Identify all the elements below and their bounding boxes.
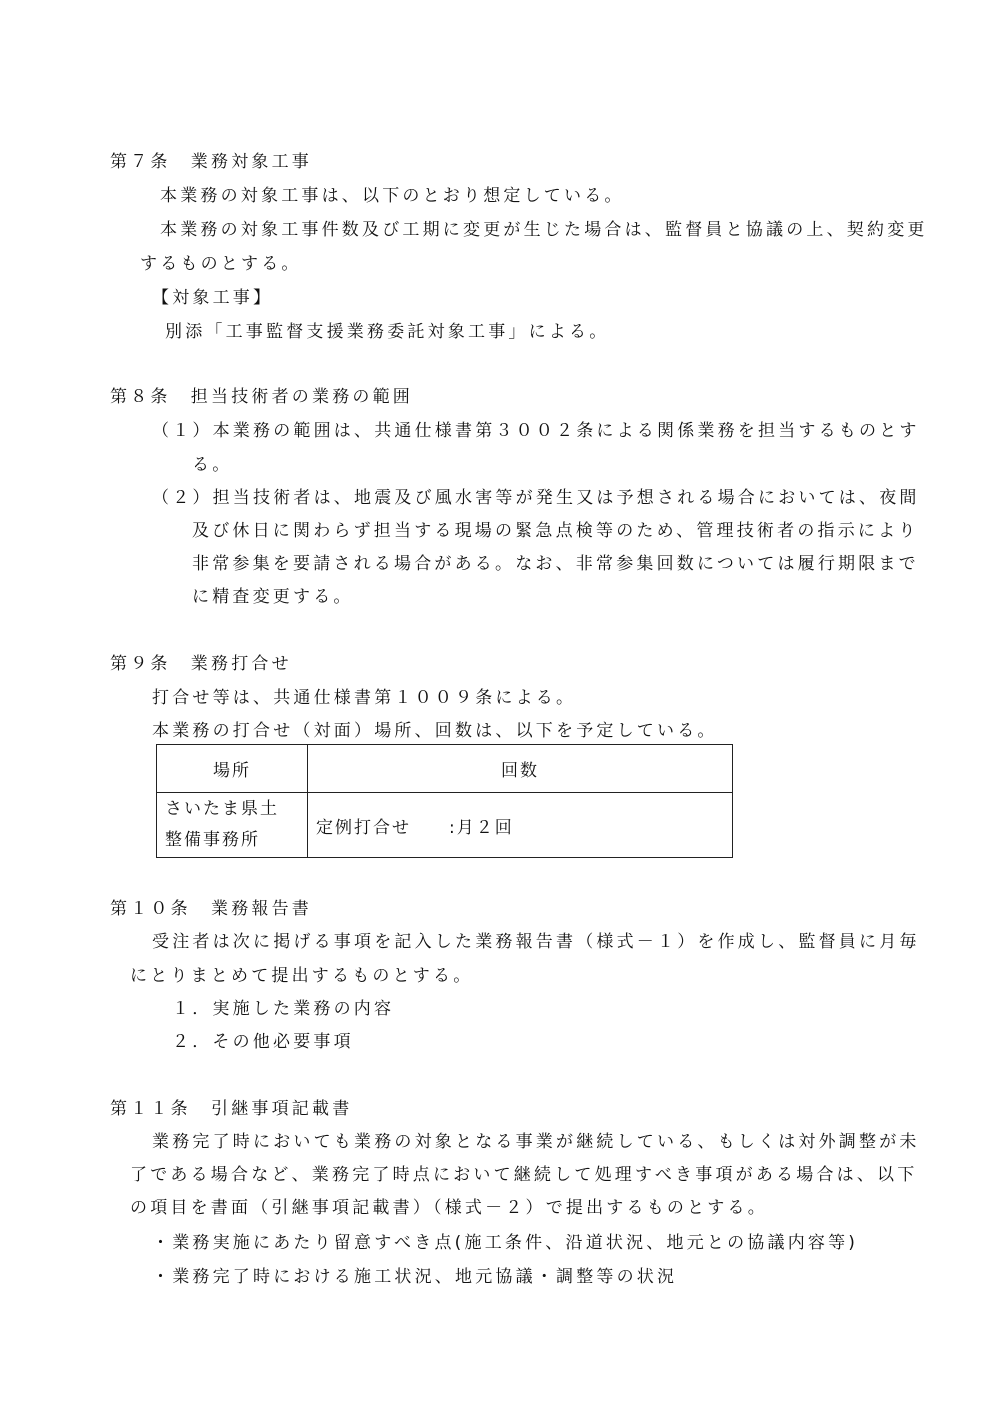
article7-target-reference: 別添「工事監督支援業務委託対象工事」による。 [165, 322, 610, 342]
article11-bullet2: ・業務完了時における施工状況、地元協議・調整等の状況 [152, 1267, 678, 1287]
article11-paragraph-line3: の項目を書面（引継事項記載書）（様式－２）で提出するものとする。 [130, 1198, 768, 1218]
article10-paragraph-line2: にとりまとめて提出するものとする。 [130, 966, 474, 986]
article7-target-label: 【対象工事】 [152, 288, 274, 308]
article9-paragraph1: 打合せ等は、共通仕様書第１００９条による。 [152, 688, 577, 708]
article10-item1: １．実施した業務の内容 [172, 999, 395, 1019]
table-row [157, 793, 733, 858]
header-count: 回数 [308, 745, 733, 793]
article8-heading: 第８条 担当技術者の業務の範囲 [110, 387, 413, 407]
article11-heading: 第１１条 引継事項記載書 [110, 1099, 353, 1119]
meeting-schedule-table [156, 744, 733, 858]
article7-paragraph2-line2: するものとする。 [140, 254, 302, 274]
article8-item1-line2: る。 [192, 455, 233, 475]
article8-item2-line4: に精査変更する。 [192, 587, 354, 607]
article7-paragraph2-line1: 本業務の対象工事件数及び工期に変更が生じた場合は、監督員と協議の上、契約変更 [160, 220, 928, 240]
article8-item2-line3: 非常参集を要請される場合がある。なお、非常参集回数については履行期限まで [192, 554, 919, 574]
article9-heading: 第９条 業務打合せ [110, 654, 292, 674]
article7-heading: 第７条 業務対象工事 [110, 152, 312, 172]
table-header-row [157, 745, 733, 793]
place-line1: さいたま県土 [165, 799, 279, 819]
article10-paragraph-line1: 受注者は次に掲げる事項を記入した業務報告書（様式－１）を作成し、監督員に月毎 [152, 932, 920, 952]
article7-paragraph1: 本業務の対象工事は、以下のとおり想定している。 [160, 186, 625, 206]
article8-item1-line1: （１）本業務の範囲は、共通仕様書第３００２条による関係業務を担当するものとす [152, 421, 920, 441]
article11-paragraph-line1: 業務完了時においても業務の対象となる事業が継続している、もしくは対外調整が未 [152, 1132, 920, 1152]
article11-bullet1: ・業務実施にあたり留意すべき点(施工条件、沿道状況、地元との協議内容等) [152, 1233, 859, 1253]
article10-item2: ２．その他必要事項 [172, 1032, 354, 1052]
header-place: 場所 [157, 745, 308, 793]
article9-paragraph2: 本業務の打合せ（対面）場所、回数は、以下を予定している。 [152, 721, 718, 741]
place-line2: 整備事務所 [165, 830, 260, 850]
cell-count: 定例打合せ :月２回 [308, 793, 733, 858]
article8-item2-line2: 及び休日に関わらず担当する現場の緊急点検等のため、管理技術者の指示により [192, 521, 919, 541]
article11-paragraph-line2: 了である場合など、業務完了時点において継続して処理すべき事項がある場合は、以下 [130, 1165, 918, 1185]
cell-place [157, 793, 308, 858]
article8-item2-line1: （２）担当技術者は、地震及び風水害等が発生又は予想される場合においては、夜間 [152, 488, 920, 508]
article10-heading: 第１０条 業務報告書 [110, 899, 312, 919]
